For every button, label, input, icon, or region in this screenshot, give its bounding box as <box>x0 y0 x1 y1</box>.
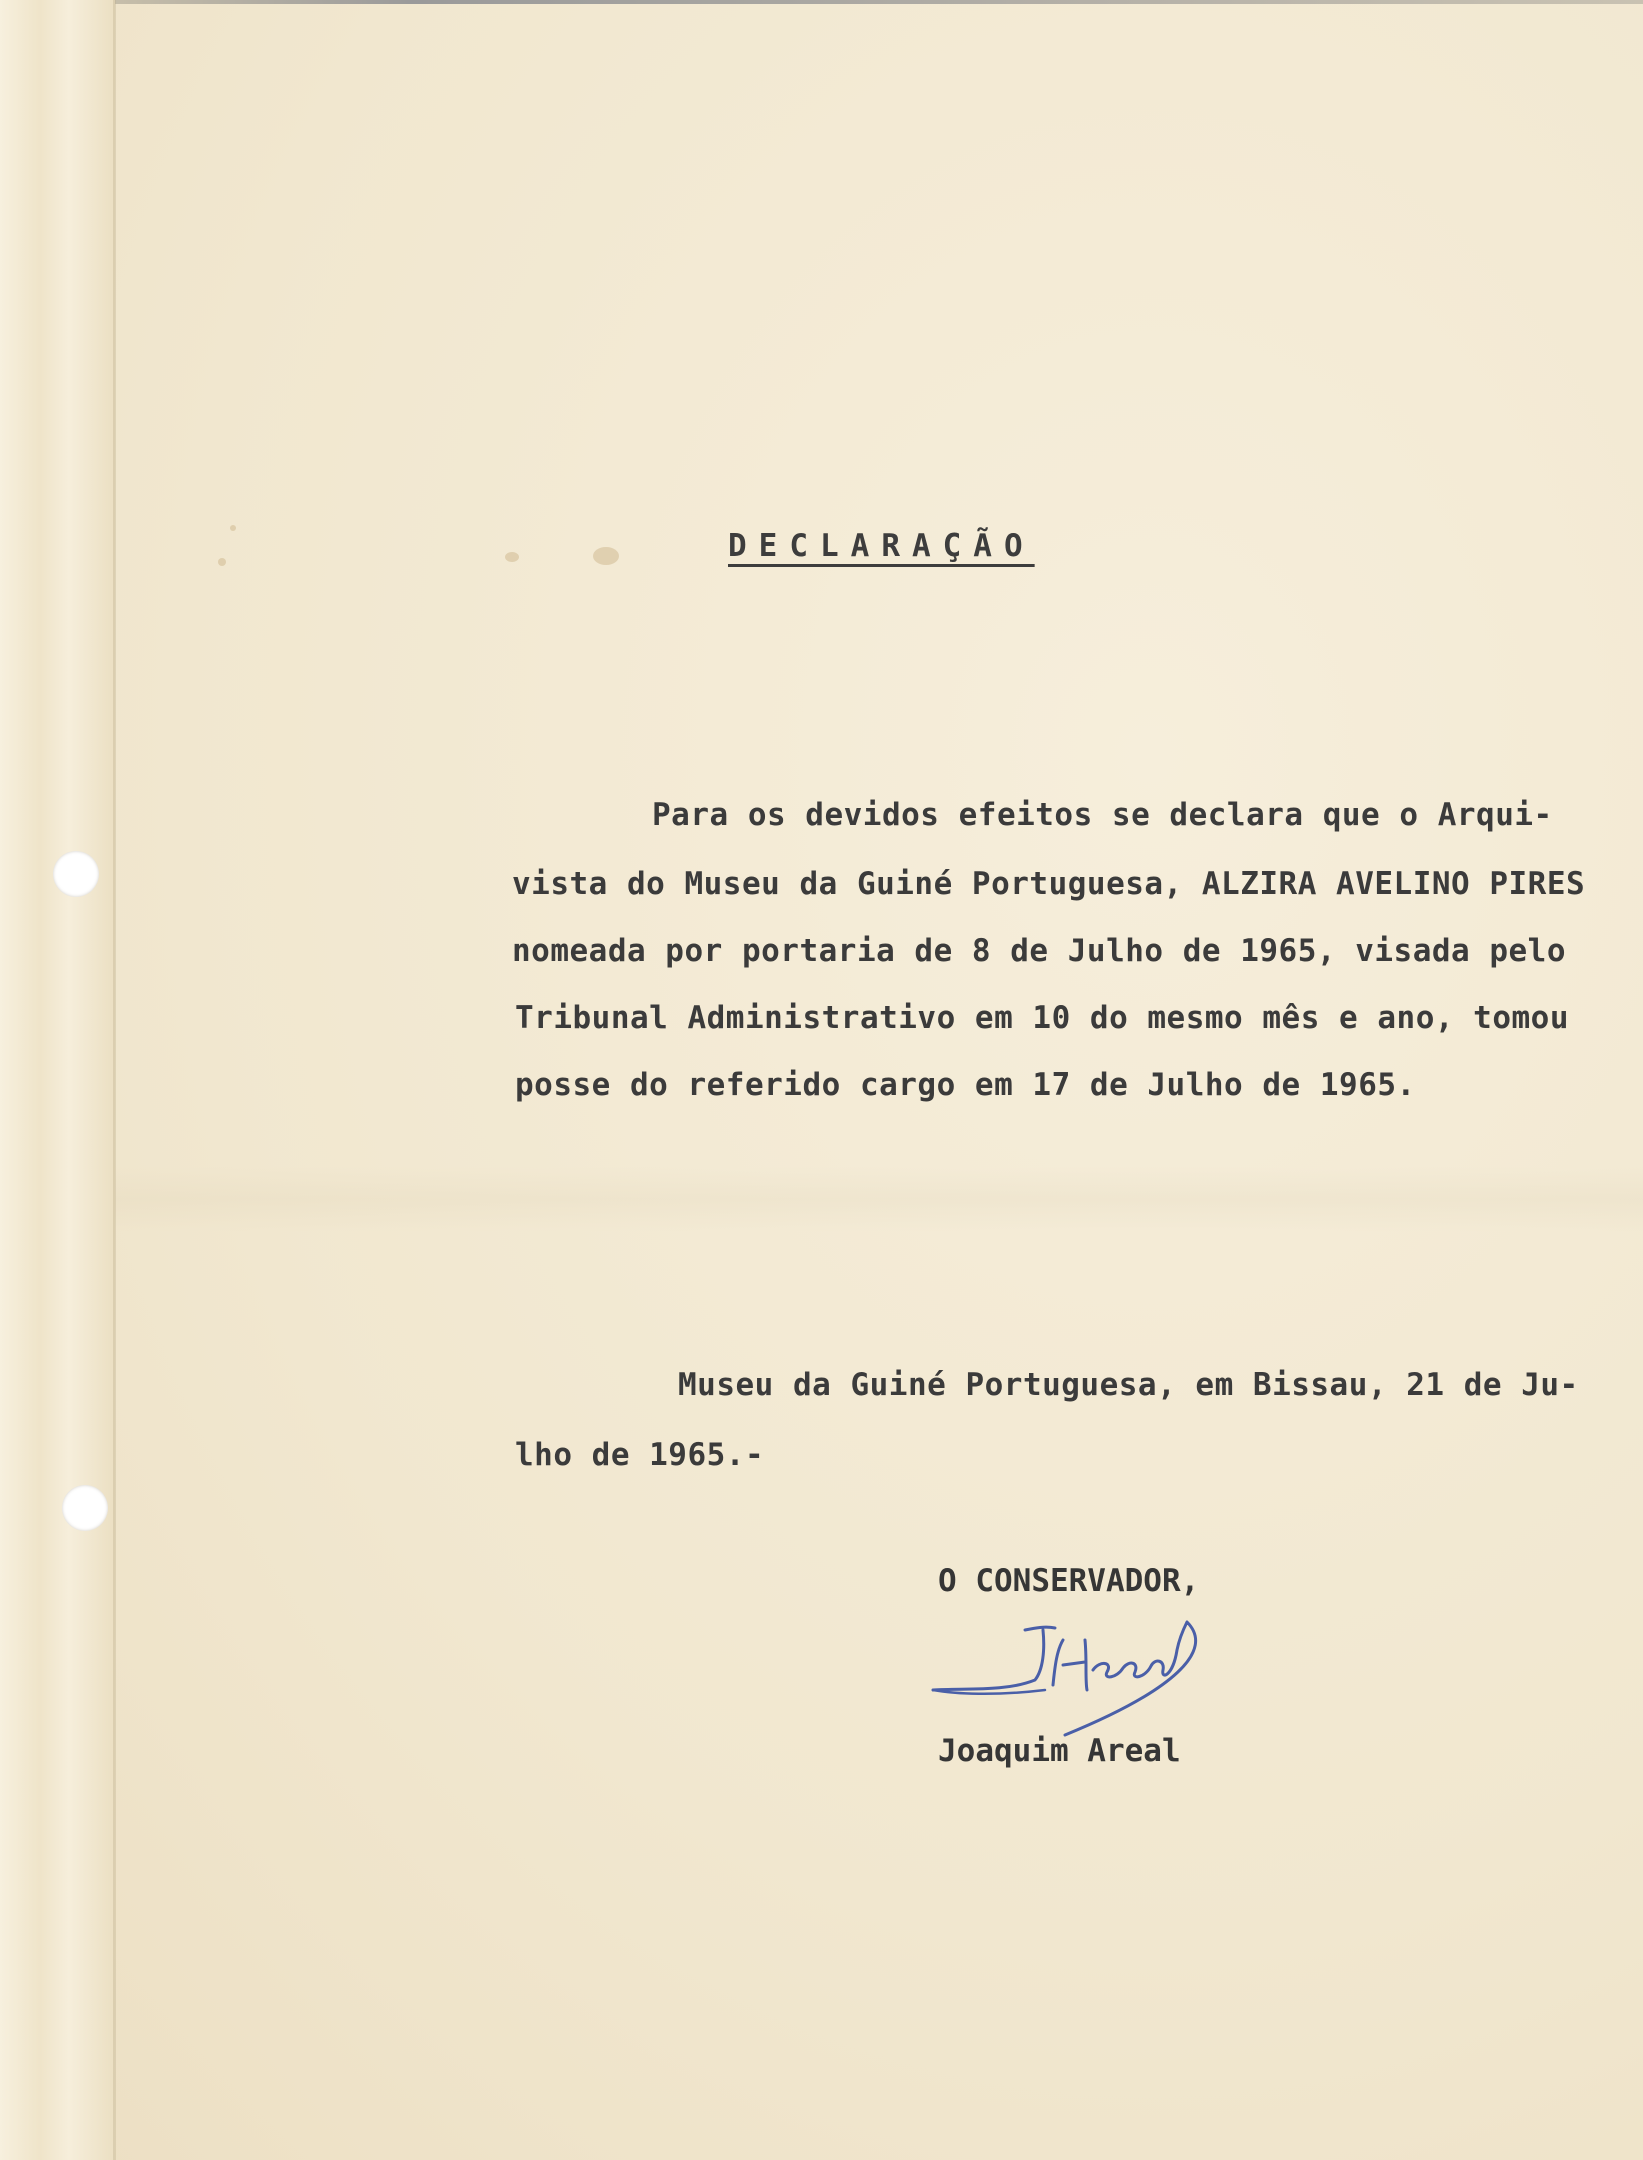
paper-stain <box>218 558 226 566</box>
paper-stain <box>230 525 236 531</box>
body-line-4: Tribunal Administrativo em 10 do mesmo mês e ano, tomou <box>515 1000 1569 1036</box>
body-line-2: vista do Museu da Guiné Portuguesa, ALZIRA AVELINO PIRES <box>512 866 1586 902</box>
top-edge <box>0 0 1643 4</box>
place-date-line-1: Museu da Guiné Portuguesa, em Bissau, 21 de Ju- <box>678 1367 1579 1403</box>
punch-hole-top <box>53 851 99 897</box>
signatory-title: O CONSERVADOR, <box>938 1563 1200 1599</box>
body-line-1: Para os devidos efeitos se declara que o Arqui- <box>652 797 1553 833</box>
handwritten-signature <box>925 1610 1235 1740</box>
body-line-5: posse do referido cargo em 17 de Julho de 1965. <box>515 1067 1416 1103</box>
document-title: DECLARAÇÃO <box>728 528 1035 564</box>
body-line-3: nomeada por portaria de 8 de Julho de 1965, visada pelo <box>512 933 1566 969</box>
punch-hole-bottom <box>62 1485 108 1531</box>
paper-stain <box>505 552 519 562</box>
paper-stain <box>593 547 619 565</box>
place-date-line-2: lho de 1965.- <box>515 1437 765 1473</box>
left-margin-strip <box>0 0 115 2160</box>
signatory-name: Joaquim Areal <box>938 1733 1181 1769</box>
left-margin-fold <box>113 0 116 2160</box>
